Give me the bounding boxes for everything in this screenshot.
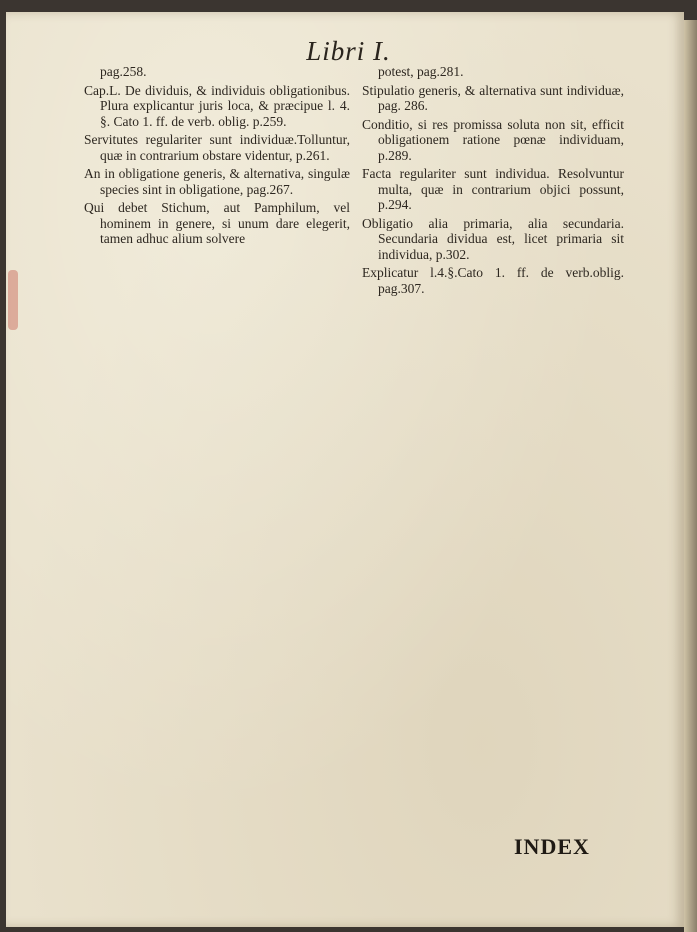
index-entry: An in obligatione generis, & alternativa, singulæ species sint in obligatione, pag.267. [84,166,350,197]
index-entry: Cap.L. De dividuis, & individuis obligationibus. Plura explicantur juris loca, & præcipue l. 4. §. Cato 1. ff. de verb. oblig. p.259. [84,82,350,129]
index-entry: Stipulatio generis, & alternativa sunt individuæ, pag. 286. [362,82,624,113]
left-column [84,64,350,250]
index-entry: Conditio, si res promissa soluta non sit, efficit obligationem ratione pœnæ individuam, p.289. [362,116,624,163]
page-edge [684,20,697,932]
catchword: INDEX [514,834,590,859]
index-entry: Obligatio alia primaria, alia secundaria. Secundaria dividua est, licet primaria sit individua, p.302. [362,215,624,262]
red-stain [8,270,18,330]
index-entry: potest, pag.281. [378,64,464,79]
index-entry: pag.258. [100,64,147,79]
index-entry: Facta regulariter sunt individua. Resolvuntur multa, quæ in contrarium objici possunt, p.294. [362,166,624,212]
index-entry: Explicatur l.4.§.Cato 1. ff. de verb.oblig. pag.307. [362,265,624,296]
index-entry: Qui debet Stichum, aut Pamphilum, vel hominem in genere, si unum dare elegerit, tamen adhuc alium solvere [84,200,350,246]
right-column [362,64,624,299]
index-entry: Servitutes regulariter sunt individuæ.Tolluntur, quæ in contrarium obstare videntur, p.261. [84,132,350,163]
running-header: Libri I. [306,36,391,66]
